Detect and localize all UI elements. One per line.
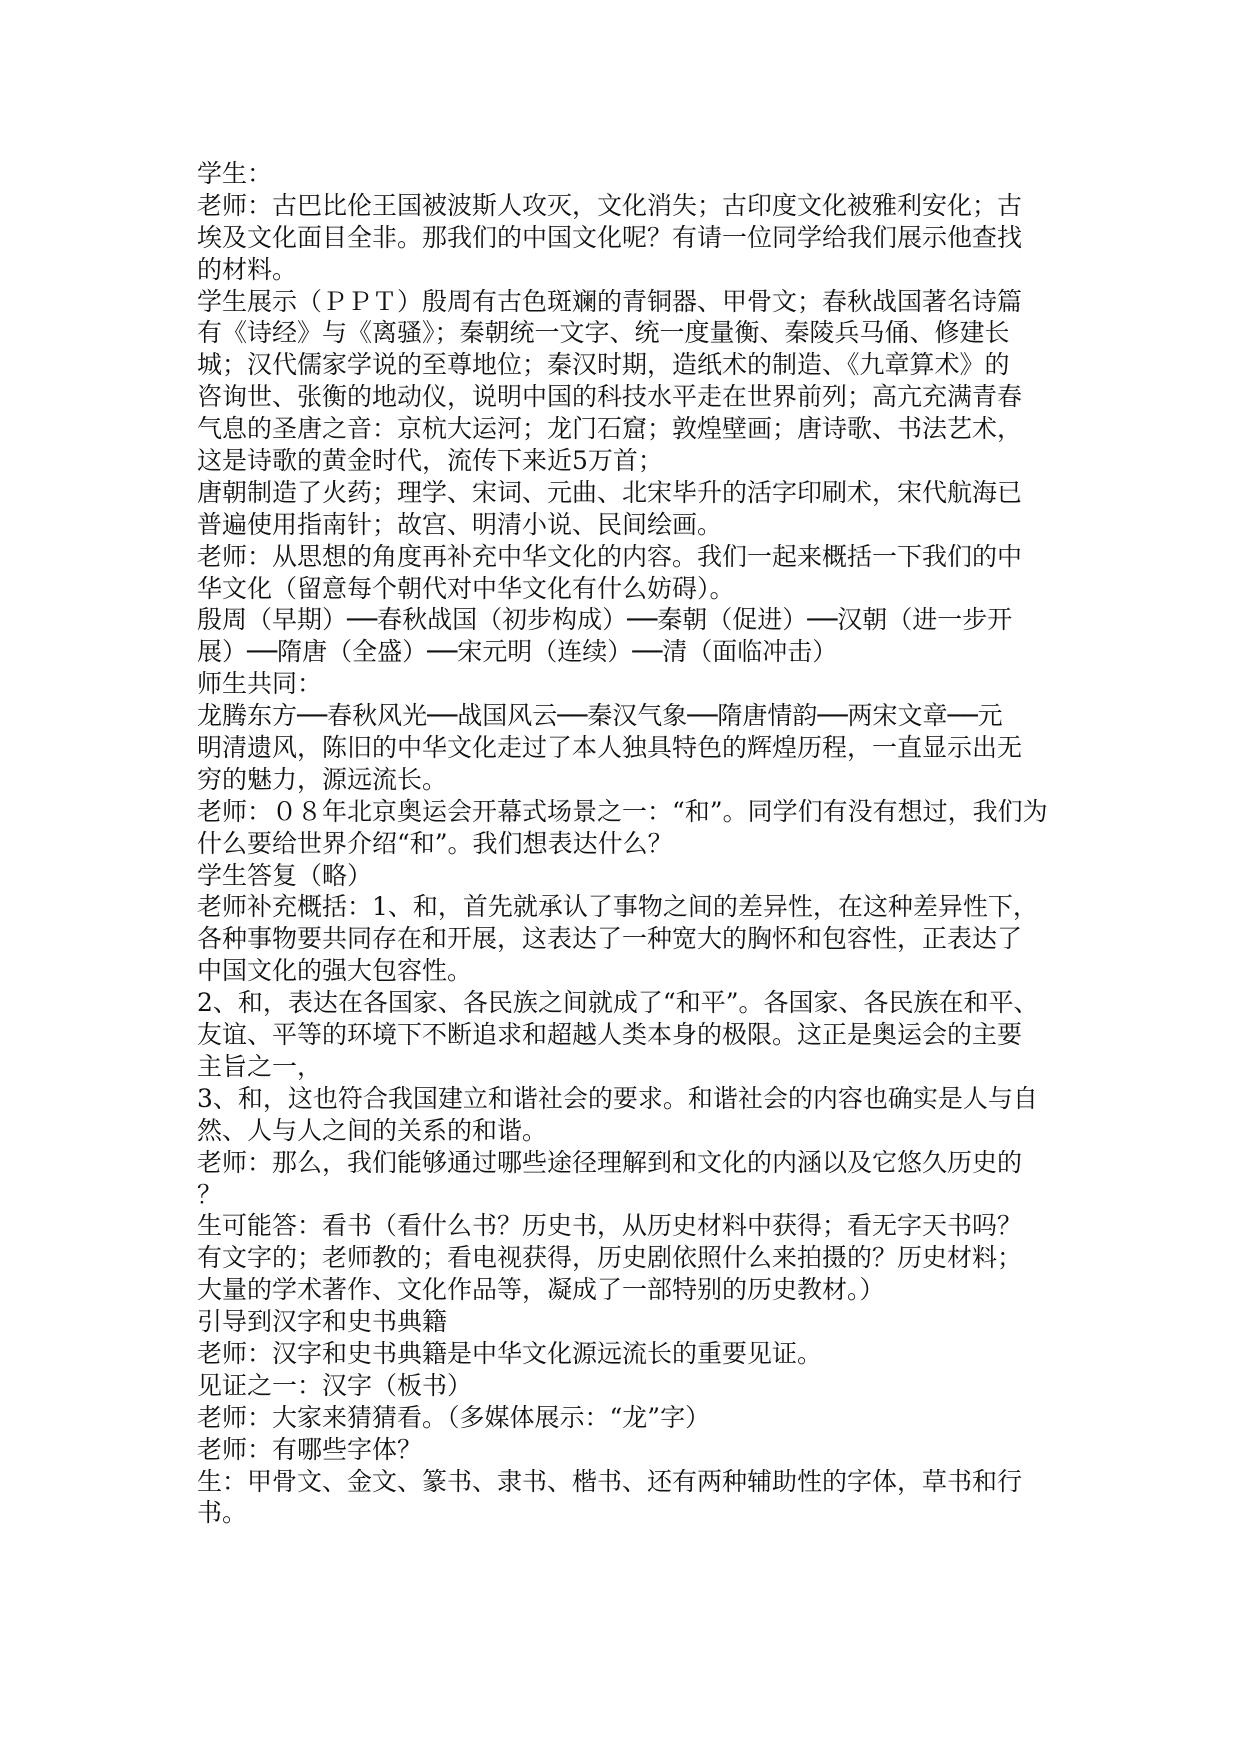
document-body: [197, 158, 1057, 1529]
text-line: 生：甲骨文、金文、篆书、隶书、楷书、还有两种辅助性的字体，草书和行: [197, 1466, 1023, 1496]
text-line: 老师：汉字和史书典籍是中华文化源远流长的重要见证。: [197, 1338, 823, 1368]
text-line: 老师：大家来猜猜看。（多媒体展示：“龙”字）: [197, 1402, 711, 1432]
text-line: 3、和，这也符合我国建立和谐社会的要求。和谐社会的内容也确实是人与自: [197, 1083, 1038, 1113]
text-line: 书。: [197, 1498, 248, 1528]
text-line: 大量的学术著作、文化作品等，凝成了一部特别的历史教材。）: [197, 1275, 885, 1305]
text-line: 学生展示（ＰＰＴ）殷周有古色斑斓的青铜器、甲骨文；春秋战国著名诗篇: [197, 286, 1023, 316]
text-line: 龙腾东方──春秋风光──战国风云──秦汉气象──隋唐情韵──两宋文章──元: [197, 701, 1003, 731]
text-line: 有《诗经》与《离骚》；秦朝统一文字、统一度量衡、秦陵兵马俑、修建长: [197, 318, 1010, 348]
text-line: 主旨之一，: [197, 1051, 323, 1081]
text-line: 气息的圣唐之音：京杭大运河；龙门石窟；敦煌壁画；唐诗歌、书法艺术，: [197, 414, 1023, 444]
text-line: 生可能答：看书（看什么书？历史书，从历史材料中获得；看无字天书吗？: [197, 1211, 1023, 1241]
text-line: 中国文化的强大包容性。: [197, 956, 473, 986]
text-line: 老师：０８年北京奥运会开幕式场景之一：“和”。同学们有没有想过，我们为: [197, 796, 1048, 826]
text-line: 唐朝制造了火药；理学、宋词、元曲、北宋毕升的活字印刷术，宋代航海已: [197, 477, 1023, 507]
text-line: 各种事物要共同存在和开展，这表达了一种宽大的胸怀和包容性，正表达了: [197, 924, 1023, 954]
text-line: 学生：: [197, 159, 273, 188]
text-line: 老师：从思想的角度再补充中华文化的内容。我们一起来概括一下我们的中: [197, 541, 1023, 571]
text-line: 这是诗歌的黄金时代，流传下来近5万首；: [197, 446, 663, 476]
text-line: 的材料。: [197, 254, 298, 284]
text-line: 城；汉代儒家学说的至尊地位；秦汉时期，造纸术的制造、《九章算术》的: [197, 350, 1010, 380]
text-line: 明清遗风，陈旧的中华文化走过了本人独具特色的辉煌历程，一直显示出无: [197, 733, 1023, 763]
text-line: 咨询世、张衡的地动仪，说明中国的科技水平走在世界前列；高亢充满青春: [197, 382, 1023, 412]
text-line: 华文化（留意每个朝代对中华文化有什么妨碍）。: [197, 573, 735, 603]
text-line: 老师：有哪些字体？: [197, 1434, 423, 1464]
text-line: 老师：古巴比伦王国被波斯人攻灭，文化消失；古印度文化被雅利安化；古: [197, 190, 1023, 220]
text-line: 友谊、平等的环境下不断追求和超越人类本身的极限。这正是奥运会的主要: [197, 1020, 1023, 1050]
text-line: 埃及文化面目全非。那我们的中国文化呢？有请一位同学给我们展示他查找: [197, 222, 1023, 252]
text-line: 见证之一：汉字（板书）: [197, 1370, 473, 1400]
text-line: 引导到汉字和史书典籍: [197, 1307, 448, 1337]
text-line: 2、和，表达在各国家、各民族之间就成了“和平”。各国家、各民族在和平、: [197, 988, 1039, 1018]
text-line: 老师补充概括：1、和，首先就承认了事物之间的差异性，在这种差异性下，: [197, 892, 1038, 922]
text-line: 殷周（早期）──春秋战国（初步构成）──秦朝（促进）──汉朝（进一步开: [197, 605, 1013, 635]
text-line: 什么要给世界介绍“和”。我们想表达什么？: [197, 828, 673, 858]
text-line: ？: [197, 1179, 223, 1209]
text-line: 然、人与人之间的关系的和谐。: [197, 1115, 548, 1145]
text-line: 师生共同：: [197, 669, 323, 699]
text-line: 展）──隋唐（全盛）──宋元明（连续）──清（面临冲击）: [197, 637, 838, 667]
text-line: 老师：那么，我们能够通过哪些途径理解到和文化的内涵以及它悠久历史的: [197, 1147, 1023, 1177]
text-line: 学生答复（略）: [197, 860, 373, 890]
text-line: 普遍使用指南针；故宫、明清小说、民间绘画。: [197, 509, 723, 539]
text-line: 穷的魅力，源远流长。: [197, 764, 448, 794]
text-line: 有文字的；老师教的；看电视获得，历史剧依照什么来拍摄的？历史材料；: [197, 1243, 1023, 1273]
